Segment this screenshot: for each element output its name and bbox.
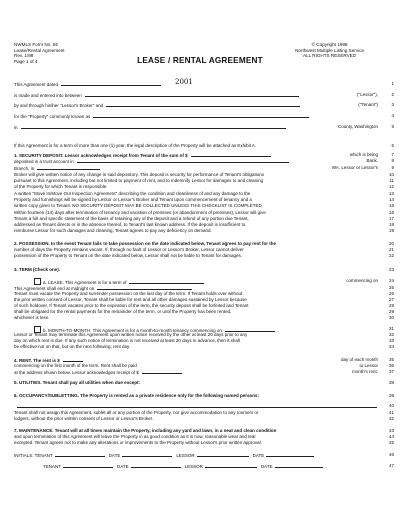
line-number: 1 xyxy=(391,81,394,86)
fill-in-blank[interactable] xyxy=(37,165,100,170)
line-21 xyxy=(14,247,380,252)
lessor-initials-label: LESSOR xyxy=(176,453,195,458)
organization-name: Northwest Multiple Listing Service xyxy=(295,47,364,53)
line-19 xyxy=(14,228,380,233)
line-text: lodgers, without the prior written consent of Lessor or Lessor's Broker. xyxy=(14,416,154,421)
line-number: 38 xyxy=(388,380,394,385)
line-right-text: which is being xyxy=(349,152,378,157)
line-number: 32 xyxy=(388,332,394,337)
line-number: 40 xyxy=(388,403,394,408)
line-number: 11 xyxy=(389,178,394,183)
line-45 xyxy=(14,440,380,445)
line-8 xyxy=(14,158,380,164)
line-number: 45 xyxy=(388,440,394,445)
line-text: by and through his/her "Lessor's Broker" and xyxy=(14,103,104,108)
line-30 xyxy=(14,315,380,320)
line-text: addressed as Tenant directs or in the absence thereof, to Tenant's last known address. If the deposit is insufficient to xyxy=(14,222,246,227)
line-text: A written "Move In/Move Out Inspection Agreement" describing the condition and cleanliness of and any damage to the xyxy=(14,191,251,196)
line-right-text: Bank, xyxy=(366,158,378,163)
line-number: 19 xyxy=(388,228,394,233)
line-text: deposited in a trust account in xyxy=(14,159,74,164)
line-text: b. MONTH-TO-MONTH. This Agreement is for a month-to-month tenancy commencing on xyxy=(43,328,222,333)
line-number: 3 xyxy=(391,102,394,107)
line-number: 14 xyxy=(388,197,394,202)
line-20 xyxy=(14,241,380,246)
fill-in-blank[interactable] xyxy=(142,369,182,374)
line-34 xyxy=(14,344,380,349)
line-number: 47 xyxy=(388,463,394,468)
line-1 xyxy=(14,81,380,87)
line-6 xyxy=(14,143,380,148)
line-number: 8 xyxy=(391,158,394,163)
line-text: 7. MAINTENANCE. Tenant will at all times maintain the Property, including any yard and lawn, in a neat and clean condition xyxy=(14,428,277,433)
line-text: in xyxy=(14,125,18,130)
lessor-initials-label: LESSOR xyxy=(184,464,203,469)
line-number: 39 xyxy=(388,393,394,398)
line-number: 18 xyxy=(388,222,394,227)
line-text: be effective not on that, but on the next following, rent day. xyxy=(14,344,131,349)
line-text: This Agreement shall end at midnight on xyxy=(14,286,95,291)
line-number: 16 xyxy=(388,210,394,215)
line-text: Within fourteen (14) days after termination of tenancy and vacation of premises (or abandonment of premises), Lessor will give xyxy=(14,210,266,215)
date2-label: DATE xyxy=(252,453,265,458)
line-text: 2. POSSESSION. In the event Tenant fails to take possession on the date indicated below, Tenant agrees to pay rent for the xyxy=(14,241,276,246)
line-text: of the Property for which Tenant is responsible. xyxy=(14,184,108,189)
form-revision: Rev. 1/98 xyxy=(14,53,34,59)
date-label-blank[interactable] xyxy=(131,463,181,468)
line-right-text: to Lessor xyxy=(359,363,378,368)
line-text: at the address shown below. Lessor acknowledges receipt of $ xyxy=(14,370,139,375)
line-text: a. LEASE. This Agreement is for a term of xyxy=(43,280,127,285)
line-number: 31 xyxy=(388,326,394,331)
line-right-text: WA. Lessor or Lessor's xyxy=(331,165,378,170)
line-number: 46 xyxy=(388,452,394,457)
line-41 xyxy=(14,410,380,415)
fill-in-blank[interactable] xyxy=(106,102,300,107)
line-number: 28 xyxy=(388,303,394,308)
line-12 xyxy=(14,184,380,189)
line-text: is made and entered into between xyxy=(14,93,82,98)
line-15 xyxy=(14,203,380,208)
page-indicator: Page 1 of 4 xyxy=(14,58,38,64)
page-title: LEASE / RENTAL AGREEMENT xyxy=(137,56,263,65)
line-text: 6. OCCUPANCY/SUBLETTING. The Property is rented as a private residence only for the following named persons: xyxy=(14,393,259,398)
line-16 xyxy=(14,210,380,215)
copyright-text: © Copyright 1998 xyxy=(311,42,348,47)
line-text: day on which rent is due. If any such notice of termination is not received at least 20 days in advance, then it shall xyxy=(14,338,240,343)
tenant-initials-label-blank[interactable] xyxy=(63,463,113,468)
line-text: Broker will give written notice of any change in said depository. This deposit is security for performance of Tenant's obligations xyxy=(14,172,264,177)
fill-in-blank[interactable] xyxy=(63,357,83,362)
line-number: 22 xyxy=(388,253,394,258)
date-label: DATE xyxy=(108,453,121,458)
line-text: Property and furnishings will be signed by Lessor or Lessor's Broker and Tenant upon commencement of tenancy and a xyxy=(14,197,252,202)
initials-row xyxy=(14,452,380,458)
line-14 xyxy=(14,197,380,202)
line-9 xyxy=(14,165,380,171)
line-17 xyxy=(14,216,380,221)
fill-in-blank[interactable] xyxy=(77,158,289,163)
line-27 xyxy=(14,297,380,302)
line-43 xyxy=(14,428,380,433)
line-text: commencing on the first month of the term. Rent shall be paid xyxy=(14,363,137,368)
date-label: DATE xyxy=(117,464,129,469)
line-number: 42 xyxy=(388,416,394,421)
line-text: This Agreement dated xyxy=(14,82,59,87)
line-number: 20 xyxy=(388,241,394,246)
line-number: 15 xyxy=(388,203,394,208)
line-number: 44 xyxy=(388,434,394,439)
fill-in-blank[interactable] xyxy=(129,279,204,284)
tenant-initials-label-blank[interactable] xyxy=(55,452,105,457)
line-number: 4 xyxy=(391,113,394,118)
line-number: 7 xyxy=(391,152,394,157)
line-2 xyxy=(14,92,380,98)
line-text: pursuant to this Agreement, including but not limited to payment of rent, and to indemnify Lessor for damages to and cleaning xyxy=(14,178,264,183)
line-number: 36 xyxy=(388,363,394,368)
date2-label-blank[interactable] xyxy=(266,452,314,457)
line-number: 37 xyxy=(388,369,394,374)
line-text: Tenant a full and specific statement of the basis of retaining any of the deposit and a refund of any portion due Tenant, xyxy=(14,216,249,221)
line-number: 41 xyxy=(388,410,394,415)
lease-checkbox[interactable] xyxy=(34,278,41,285)
line-right-text: ("Lessor"), xyxy=(357,92,378,97)
line-right-text: County, Washington xyxy=(337,124,378,129)
line-28 xyxy=(14,303,380,308)
line-18 xyxy=(14,222,380,227)
lessor-initials-label-blank[interactable] xyxy=(197,452,249,457)
line-text: 1. SECURITY DEPOSIT. Lessor acknowledges receipt from Tenant of the sum of $ xyxy=(14,153,188,158)
fill-in-blank[interactable] xyxy=(21,124,286,129)
line-number: 24 xyxy=(388,278,394,283)
date2-label-blank[interactable] xyxy=(275,463,323,468)
fill-in-blank[interactable] xyxy=(93,113,309,118)
fill-in-blank[interactable] xyxy=(17,403,377,408)
fill-in-blank[interactable] xyxy=(61,81,161,86)
handwritten-date[interactable]: 2001 xyxy=(175,78,193,86)
line-number: 21 xyxy=(388,247,394,252)
date-label-blank[interactable] xyxy=(122,452,172,457)
line-number: 26 xyxy=(388,291,394,296)
line-number: 29 xyxy=(388,309,394,314)
line-text: reimburse Lessor for such damages and cleaning, Tenant agrees to pay any deficiency on demand. xyxy=(14,228,212,233)
line-number: 34 xyxy=(388,344,394,349)
fill-in-blank[interactable] xyxy=(97,285,192,290)
form-name: Lease/Rental Agreement xyxy=(14,47,65,53)
line-number: 2 xyxy=(391,92,394,97)
lessor-initials-label-blank[interactable] xyxy=(205,463,257,468)
line-text: Tenant shall not assign this Agreement, sublet all or any portion of the Property, nor give accommodation to any roomers or xyxy=(14,410,259,415)
fill-in-blank[interactable] xyxy=(191,152,271,157)
line-number: 17 xyxy=(388,216,394,221)
line-number: 23 xyxy=(388,267,394,272)
form-number: NWMLS Form No. 55 xyxy=(14,42,58,47)
line-text: Branch, in xyxy=(14,166,35,171)
line-number: 25 xyxy=(388,285,394,290)
line-text: Tenant must vacate the Property and surrender possession on the last day of the term. If Tenant holds over without xyxy=(14,291,243,296)
line-26 xyxy=(14,291,380,296)
line-number: 13 xyxy=(388,191,394,196)
line-text: shall be obligated for the rental payments for the remainder of the term, or until the Property has been rented, xyxy=(14,309,232,314)
line-number: 9 xyxy=(391,165,394,170)
fill-in-blank[interactable] xyxy=(85,92,299,97)
line-text: for the "Property" commonly known as xyxy=(14,114,91,119)
line-right-text: commencing on xyxy=(346,278,378,283)
line-text: the prior written consent of Lessor, Tenant shall be liable for rent and all other damages sustained by Lessor because xyxy=(14,297,247,302)
line-right-text: ("Tenant") xyxy=(358,102,378,107)
line-number: 30 xyxy=(388,315,394,320)
line-13 xyxy=(14,191,380,196)
line-40 xyxy=(14,403,380,409)
date2-label: DATE xyxy=(260,464,273,469)
line-29 xyxy=(14,309,380,314)
line-text: 4. RENT. The rent is $ xyxy=(14,358,60,363)
line-right-text: day of each month xyxy=(340,357,378,362)
line-23 xyxy=(14,267,380,272)
rights-text: ALL RIGHTS RESERVED xyxy=(302,53,357,59)
initials-row xyxy=(14,463,380,469)
line-4 xyxy=(14,113,380,119)
line-text: and upon termination of this Agreement will leave the Property in as good condition as it is now, reasonable wear and tear xyxy=(14,434,256,439)
line-text: number of days the Property remains vacant. If, through no fault of Lessor or Lessor's Broker, Lessor cannot deliver xyxy=(14,247,244,252)
line-number: 33 xyxy=(388,338,394,343)
line-42 xyxy=(14,416,380,421)
line-text: written copy given to Tenant. NO SECURITY DEPOSIT MAY BE COLLECTED UNLESS THIS CHECKLIST IS COMPLETED. xyxy=(14,203,263,208)
line-33 xyxy=(14,338,380,343)
line-10 xyxy=(14,172,380,177)
line-number: 43 xyxy=(388,428,394,433)
line-32 xyxy=(14,332,380,337)
line-text: If this Agreement is for a term of more than one (1) year, the legal description of the Property will be attached as Exhibit A. xyxy=(14,143,257,148)
line-22 xyxy=(14,253,380,258)
line-number: 35 xyxy=(388,357,394,362)
line-37 xyxy=(14,369,380,375)
line-44 xyxy=(14,434,380,439)
line-text: Lessor or Tenant may terminate this Agreement upon written notice received by the other at least 20 days prior to any xyxy=(14,332,248,337)
line-38 xyxy=(14,380,380,385)
line-number: 12 xyxy=(388,184,394,189)
line-text: of such holdover. If Tenant vacates prior to the expiration of the term, the security deposit shall be forfeited and Tenant xyxy=(14,303,249,308)
line-11 xyxy=(14,178,380,183)
line-text: 3. TERM (Check one). xyxy=(14,267,61,272)
tenant-initials-label: TENANT xyxy=(43,464,61,469)
line-number: 6 xyxy=(391,143,394,148)
line-right-text: month's rent. xyxy=(352,369,378,374)
line-39 xyxy=(14,393,380,398)
line-text: possession of the Property to Tenant on the date indicated below, Lessor shall not be liable to Tenant for damages. xyxy=(14,253,242,258)
tenant-initials-label: INITIALS: TENANT xyxy=(14,453,53,458)
line-36 xyxy=(14,363,380,368)
line-3 xyxy=(14,102,380,108)
line-text: 5. UTILITIES. Tenant shall pay all utilities when due except: xyxy=(14,380,140,385)
line-number: 27 xyxy=(388,297,394,302)
line-5 xyxy=(14,124,380,130)
line-number: 5 xyxy=(391,124,394,129)
line-number: 10 xyxy=(388,172,394,177)
line-text: whichever is less. xyxy=(14,315,50,320)
line-text: excepted. Tenant agrees not to make any alterations or improvements to the Property without Lessor's prior written approval. xyxy=(14,440,262,445)
